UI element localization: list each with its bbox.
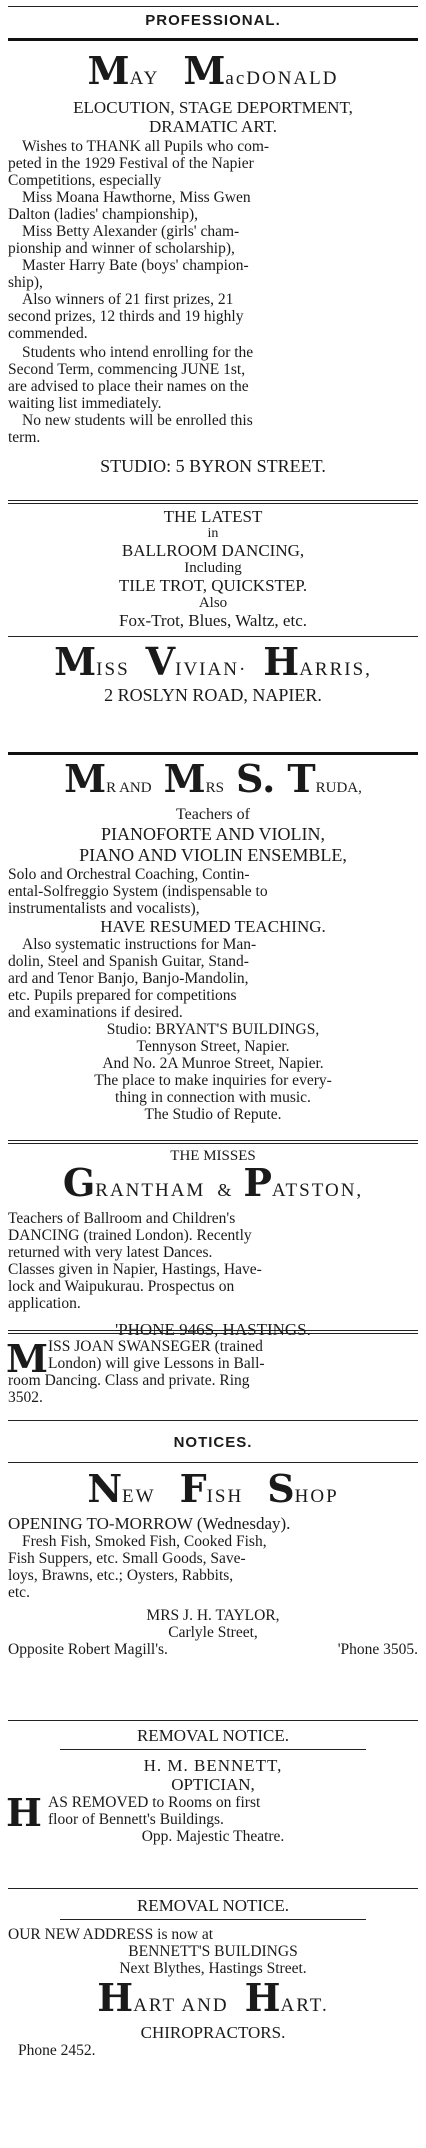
drop-cap: H (244, 1975, 281, 2020)
body-line: etc. (8, 1584, 30, 1601)
body-line: 3502. (8, 1389, 43, 1406)
body-line: ental-Solfreggio System (indispensable to (8, 883, 268, 900)
macdonald-ad (0, 48, 426, 477)
hart-ad (0, 1896, 426, 2059)
body-line: No new students will be enrolled this (22, 412, 253, 429)
body-line: Students who intend enrolling for the (22, 344, 254, 361)
harris-line: BALLROOM DANCING, (121, 541, 305, 560)
bennett-body (0, 1790, 426, 1845)
truda-line: PIANOFORTE AND VIOLIN, (100, 824, 326, 844)
title-word: ARRIS, (299, 659, 372, 680)
drop-cap: M (6, 1336, 49, 1381)
fish-shop-phone: 'Phone 3505. (337, 1641, 418, 1658)
divider (8, 1720, 418, 1721)
divider (8, 500, 418, 504)
body-line: Next Blythes, Hastings Street. (119, 1960, 307, 1977)
fish-shop-owner: MRS J. H. TAYLOR, (146, 1607, 280, 1624)
body-line: floor of Bennett's Buildings. (48, 1811, 224, 1828)
body-line: Also systematic instructions for Man- (22, 936, 257, 953)
body-line: lock and Waipukurau. Prospectus on (8, 1278, 235, 1295)
body-line: Also winners of 21 first prizes, 21 (22, 291, 234, 308)
body-line: Solo and Orchestral Coaching, Contin- (8, 866, 250, 883)
macdonald-subject-1: ELOCUTION, STAGE DEPORTMENT, (73, 98, 353, 117)
drop-cap: F (179, 1466, 207, 1511)
truda-line: Teachers of (176, 806, 250, 823)
bennett-role: OPTICIAN, (171, 1775, 255, 1794)
body-line: Classes given in Napier, Hastings, Have- (8, 1261, 262, 1278)
truda-title (0, 756, 426, 801)
fish-shop-ad (0, 1466, 426, 1658)
body-line: Master Harry Bate (boys' champion- (22, 257, 249, 274)
harris-line: Fox-Trot, Blues, Waltz, etc. (119, 611, 307, 630)
drop-cap: M (87, 48, 130, 93)
truda-studio: Studio: BRYANT'S BUILDINGS, (106, 1021, 320, 1038)
top-rule (8, 6, 418, 7)
fish-shop-body (0, 1510, 426, 1601)
drop-cap: M (64, 756, 107, 801)
drop-cap: S (267, 1466, 295, 1511)
drop-cap: N (87, 1466, 123, 1511)
title-word: RUDA, (315, 780, 362, 796)
drop-cap: M (54, 639, 97, 684)
fish-shop-opening: OPENING TO-MORROW (Wednesday). (8, 1514, 291, 1533)
body-line: are advised to place their names on the (8, 378, 249, 395)
divider (8, 636, 418, 637)
body-line: peted in the 1929 Festival of the Napier (8, 155, 254, 172)
title-word: ART. (280, 1995, 329, 2016)
body-line: Dalton (ladies' championship), (8, 206, 199, 223)
divider (8, 1330, 418, 1334)
body-line: and examinations if desired. (8, 1004, 183, 1021)
hart-header: REMOVAL NOTICE. (136, 1896, 290, 1915)
body-line: Wishes to THANK all Pupils who com- (22, 138, 270, 155)
harris-ad (0, 507, 426, 706)
hart-phone: Phone 2452. (18, 2042, 96, 2059)
drop-cap: H (97, 1975, 134, 2020)
body-line: ISS JOAN SWANSEGER (trained (48, 1338, 263, 1355)
body-line: Fish Suppers, etc. Small Goods, Save- (8, 1550, 246, 1567)
drop-cap: H (263, 639, 300, 684)
title-word: R AND (106, 780, 152, 796)
header-rule (60, 1919, 366, 1920)
harris-line: THE LATEST (163, 507, 263, 526)
body-line: BENNETT'S BUILDINGS (128, 1943, 298, 1960)
harris-line: in (207, 526, 219, 541)
grantham-body (0, 1204, 426, 1312)
title-word: ART AND (133, 1995, 229, 2016)
body-line: room Dancing. Class and private. Ring (8, 1372, 250, 1389)
truda-line: The place to make inquiries for every- (94, 1072, 332, 1089)
body-line: Fresh Fish, Smoked Fish, Cooked Fish, (22, 1533, 267, 1550)
body-line: second prizes, 12 thirds and 19 highly (8, 308, 244, 325)
body-line: Miss Moana Hawthorne, Miss Gwen (22, 189, 251, 206)
fish-shop-title (0, 1466, 426, 1511)
macdonald-title (0, 48, 426, 93)
body-line: dolin, Steel and Spanish Guitar, Stand- (8, 953, 249, 970)
truda-line: The Studio of Repute. (144, 1106, 282, 1123)
header-rule (8, 1462, 418, 1463)
title-word: ATSTON, (271, 1180, 364, 1201)
title-word: IVIAN· (175, 659, 248, 680)
truda-street: Tennyson Street, Napier. (136, 1038, 290, 1055)
body-line: ship), (8, 274, 43, 291)
hart-role: CHIROPRACTORS. (140, 2023, 286, 2042)
drop-cap: S. (236, 756, 276, 801)
grantham-line: THE MISSES (170, 1148, 256, 1164)
body-line: OUR NEW ADDRESS is now at (8, 1926, 214, 1943)
harris-title (0, 639, 426, 684)
body-line: Teachers of Ballroom and Children's (8, 1210, 236, 1227)
body-line: AS REMOVED to Rooms on first (48, 1794, 261, 1811)
title-word: ISH (206, 1486, 244, 1507)
section-header-professional: PROFESSIONAL. (145, 12, 281, 29)
truda-body-1 (0, 866, 426, 917)
body-line: commended. (8, 325, 88, 342)
fish-shop-footer (0, 1641, 426, 1658)
body-line: London) will give Lessons in Ball- (48, 1355, 265, 1372)
title-word: acDONALD (225, 68, 339, 89)
swanseger-body (0, 1338, 426, 1406)
ampersand: & (217, 1180, 232, 1200)
header-rule (60, 1749, 366, 1750)
title-word: HOP (294, 1486, 339, 1507)
section-header-notices: NOTICES. (173, 1434, 253, 1451)
drop-cap: H (6, 1790, 42, 1835)
drop-cap: P (243, 1160, 272, 1205)
body-line: returned with very latest Dances. (8, 1244, 213, 1261)
body-line: Opp. Majestic Theatre. (141, 1828, 285, 1845)
truda-second-address: And No. 2A Munroe Street, Napier. (102, 1055, 324, 1072)
fish-shop-street: Carlyle Street, (168, 1624, 258, 1641)
macdonald-subject-2: DRAMATIC ART. (148, 117, 278, 136)
title-word: RANTHAM (95, 1180, 206, 1201)
title-word: RS (205, 780, 225, 796)
swanseger-ad (0, 1338, 426, 1406)
title-word: ISS (96, 659, 130, 680)
bennett-body-wrap (0, 1790, 426, 1845)
macdonald-body (0, 136, 426, 446)
hart-title (0, 1975, 426, 2020)
body-line: term. (8, 429, 41, 446)
title-word: EW (122, 1486, 156, 1507)
body-line: waiting list immediately. (8, 395, 162, 412)
divider (8, 752, 418, 755)
macdonald-studio: STUDIO: 5 BYRON STREET. (100, 456, 326, 476)
divider (8, 1140, 418, 1144)
drop-cap: V (145, 639, 176, 684)
harris-address: 2 ROSLYN ROAD, NAPIER. (104, 685, 322, 705)
drop-cap: G (62, 1160, 96, 1205)
body-line: etc. Pupils prepared for competitions (8, 987, 237, 1004)
body-line: application. (8, 1295, 81, 1312)
header-rule (8, 38, 418, 41)
divider (8, 1420, 418, 1421)
title-word: AY (129, 68, 160, 89)
body-line: loys, Brawns, etc.; Oysters, Rabbits, (8, 1567, 234, 1584)
drop-cap: T (287, 756, 316, 801)
bennett-ad (0, 1726, 426, 1845)
grantham-phone: 'PHONE 946S, HASTINGS. (115, 1320, 311, 1339)
body-line: ard and Tenor Banjo, Banjo-Mandolin, (8, 970, 249, 987)
harris-line: Also (198, 595, 228, 611)
grantham-ad (0, 1148, 426, 1339)
body-line: instrumentalists and vocalists), (8, 900, 200, 917)
body-line: Competitions, especially (8, 172, 162, 189)
drop-cap: M (183, 48, 226, 93)
truda-line: thing in connection with music. (115, 1089, 311, 1106)
drop-cap: M (163, 756, 206, 801)
truda-body-2 (0, 936, 426, 1021)
body-line: DANCING (trained London). Recently (8, 1227, 252, 1244)
body-line: Second Term, commencing JUNE 1st, (8, 361, 246, 378)
divider (8, 1888, 418, 1889)
hart-body (0, 1916, 426, 1977)
body-line: pionship and winner of scholarship), (8, 240, 235, 257)
fish-shop-opposite: Opposite Robert Magill's. (8, 1641, 168, 1658)
truda-ad (0, 756, 426, 1123)
truda-line: PIANO AND VIOLIN ENSEMBLE, (79, 845, 347, 865)
bennett-header: REMOVAL NOTICE. (136, 1726, 290, 1745)
harris-line: Including (184, 560, 242, 576)
grantham-title (0, 1160, 426, 1205)
harris-line: TILE TROT, QUICKSTEP. (118, 576, 308, 595)
body-line: Miss Betty Alexander (girls' cham- (22, 223, 240, 240)
bennett-name: H. M. BENNETT, (143, 1756, 283, 1775)
truda-resumed: HAVE RESUMED TEACHING. (100, 917, 326, 936)
